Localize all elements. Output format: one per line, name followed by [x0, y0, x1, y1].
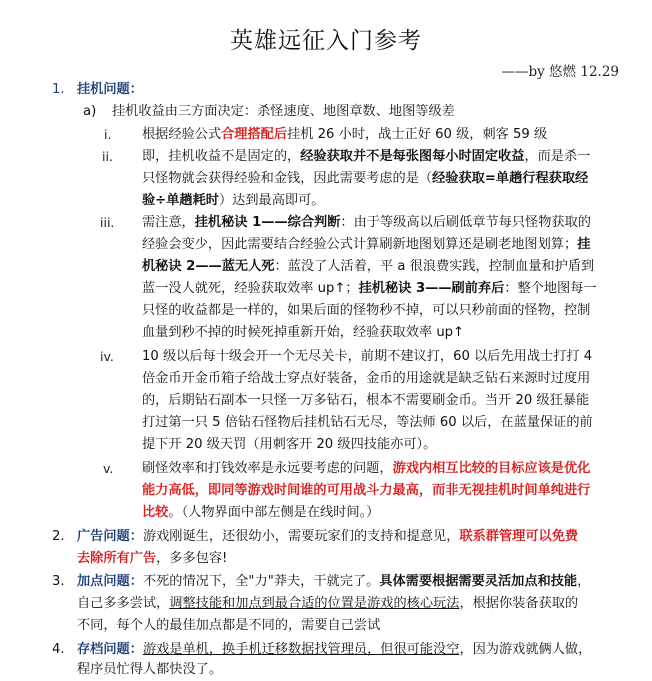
text-run: ：蓝没了人活着，平 a 很浪费实践，控制血量和护盾到: [274, 259, 595, 274]
text-run: 需注意，: [142, 215, 195, 230]
section-4-heading: 存档问题：: [77, 642, 143, 657]
section-2-line-1: [77, 526, 578, 548]
item-iv-line-4: 打过第一只 5 倍钻石怪物后挂机钻石无尽，等法师 60 以后，在蓝量保证的前: [142, 415, 593, 430]
section-2-heading: 广告问题：: [77, 529, 143, 544]
text-run: 。（人物界面中部左侧是在线时间。）: [168, 505, 380, 520]
section-2-number: 2.: [52, 529, 65, 544]
section-2-line-2: [77, 548, 227, 570]
underline-run: 游戏是单机，换手机迁移数据找管理员，但很可能没空: [142, 642, 460, 657]
document-title: 英雄远征入门参考: [230, 28, 422, 54]
text-run: ，多多包容!: [156, 551, 228, 566]
item-v-line-1: [142, 458, 590, 480]
item-i-text-1: 根据经验公式: [142, 127, 222, 142]
item-ii-line-1: [142, 146, 590, 168]
section-3-line-2: [77, 593, 578, 615]
item-v-line-3: [142, 502, 379, 524]
bold-run: 具体需要根据需要灵活加点和技能: [379, 574, 578, 589]
bold-run: 挂: [577, 237, 591, 252]
underline-run: 调整技能和加点到最合适的位置是游戏的核心玩法: [169, 596, 460, 611]
text-run: ，因为游戏就俩人做，: [459, 642, 592, 657]
bold-run: 验÷单趟耗时: [142, 193, 219, 208]
item-iv-line-2: 倍金币开金币箱子给战士穿点好装备，金币的用途就是缺乏钻石来源时过度用: [142, 371, 591, 386]
text-run: 即，挂机收益不是固定的，: [142, 149, 301, 164]
item-iii-line-1: [142, 212, 591, 234]
item-iii-line-3: [142, 256, 594, 278]
section-3-heading: 加点问题：: [77, 574, 143, 589]
section-4-line-2: 程序员忙得人都快没了。: [77, 662, 223, 677]
item-ii-line-2: [142, 168, 588, 190]
text-run: 不死的情况下，全"力"莽夫，干就完了。: [142, 574, 380, 589]
item-iv-line-3: 的，后期钻石副本一只怪一万多钻石，根本不需要刷金币。当开 20 级狂暴能: [142, 393, 590, 408]
item-iii-line-6: 血量到秒不掉的时候死掉重新开始，经验获取效率 up↑: [142, 325, 465, 340]
section-3-line-3: 不同，每个人的最佳加点都是不同的，需要自己尝试: [77, 618, 381, 633]
text-run: 只怪物就会获得经验和金钱，因此需要考虑的是（: [142, 171, 433, 186]
section-3-line-1: [77, 571, 590, 593]
text-run: ，: [577, 574, 591, 589]
section-1-number: 1.: [52, 82, 65, 97]
item-ii-label: ii.: [102, 149, 113, 164]
item-v-line-2: 能力高低，即同等游戏时间谁的可用战斗力最高，而非无视挂机时间单纯进行: [142, 483, 591, 498]
bold-run: 机秘诀 2——蓝无人死: [142, 259, 275, 274]
highlight-run: 去除所有广告: [77, 551, 157, 566]
item-i-highlight: 合理搭配后: [221, 127, 288, 142]
section-1-heading: 挂机问题：: [77, 82, 143, 97]
text-run: ，根据你装备获取的: [459, 596, 579, 611]
item-i-label: i.: [104, 127, 112, 142]
section-4-number: 4.: [52, 642, 65, 657]
item-iii-line-2: [142, 234, 590, 256]
text-run: 蓝一没人就死，经验获取效率 up↑；: [142, 281, 359, 296]
item-ii-line-3: [142, 190, 325, 212]
section-3-number: 3.: [52, 574, 65, 589]
item-iii-line-4: [142, 278, 597, 300]
text-run: 经验会变少，因此需要结合经验公式计算刷新地图划算还是刷老地图划算；: [142, 237, 578, 252]
item-i-text: [142, 124, 547, 146]
highlight-run: 联系群管理可以免费: [459, 529, 579, 544]
item-iv-label: iv.: [100, 349, 114, 364]
highlight-run: 游戏内相互比较的目标应该是优化: [392, 461, 591, 476]
item-iii-line-5: 只怪的收益都是一样的，如果后面的怪物秒不掉，可以只秒前面的怪物，控制: [142, 303, 591, 318]
subsection-a-text: 挂机收益由三方面决定：杀怪速度、地图章数、地图等级差: [112, 104, 455, 119]
text-run: 刷怪效率和打钱效率是永远要考虑的问题，: [142, 461, 393, 476]
section-4-line-1: [77, 639, 591, 661]
item-i-text-2: 挂机 26 小时，战士正好 60 级，刺客 59 级: [287, 127, 548, 142]
bold-run: 挂机秘诀 1——综合判断: [194, 215, 341, 230]
bold-run: 经验获取并不是每张图每小时固定收益: [300, 149, 525, 164]
text-run: 游戏刚诞生，还很幼小，需要玩家们的支持和提意见，: [142, 529, 460, 544]
bold-run: 经验获取=单趟行程获取经: [432, 171, 589, 186]
highlight-run: 比较: [142, 505, 169, 520]
item-iii-label: iii.: [100, 215, 115, 230]
subsection-a-label: a): [83, 104, 97, 119]
text-run: ：整个地图每一: [504, 281, 597, 296]
text-run: ）达到最高即可。: [219, 193, 325, 208]
text-run: ，而是杀一: [524, 149, 591, 164]
item-v-label: v.: [103, 461, 114, 476]
bold-run: 挂机秘诀 3——刷前弃后: [358, 281, 505, 296]
author-line: ——by 悠燃 12.29: [501, 64, 619, 80]
item-iv-line-5: 提下开 20 级天罚（用刺客开 20 级四技能亦可）。: [142, 437, 437, 452]
item-iv-line-1: 10 级以后每十级会开一个无尽关卡，前期不建议打，60 以后先用战士打打 4: [142, 349, 593, 364]
text-run: 自己多多尝试，: [77, 596, 170, 611]
text-run: ：由于等级高以后刷低章节每只怪物获取的: [340, 215, 591, 230]
